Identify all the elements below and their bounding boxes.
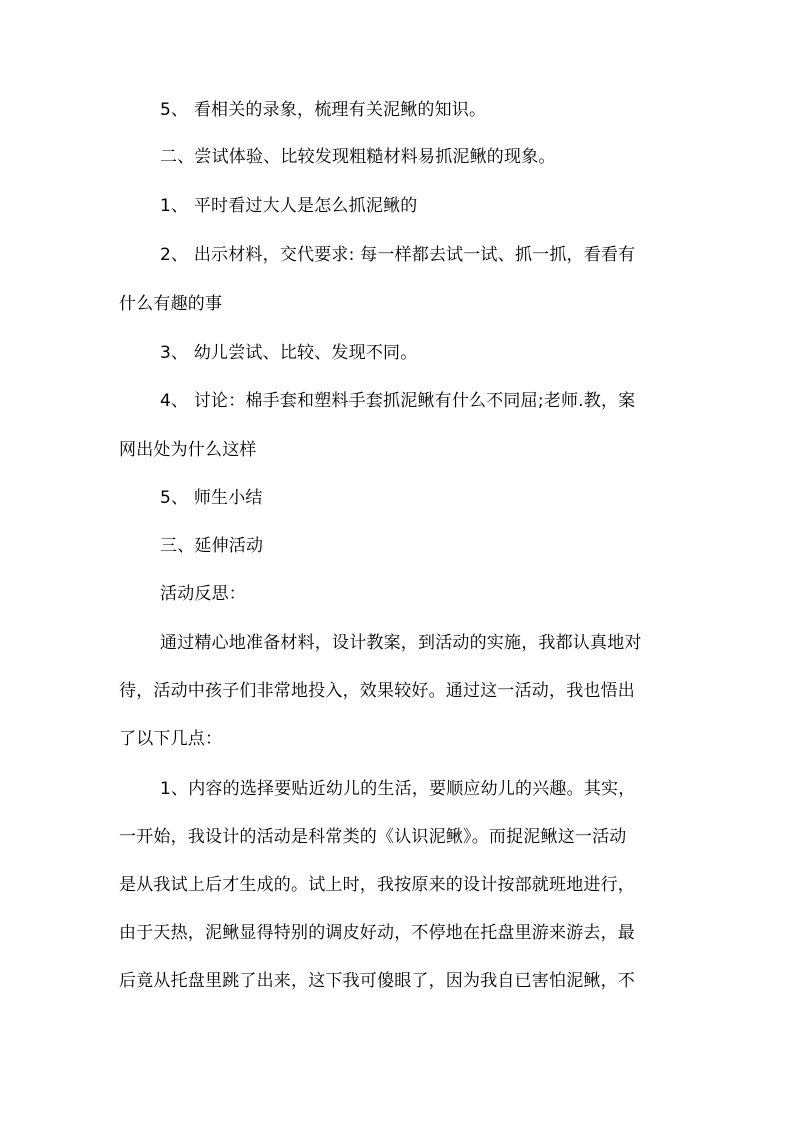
section-heading: 三、延伸活动 (160, 536, 264, 556)
text-line: 通过精心地准备材料，设计教案，到活动的实施，我都认真地对 (160, 633, 642, 653)
text-line: 由于天热，泥鳅显得特别的调皮好动，不停地在托盘里游来游去，最 (119, 923, 635, 943)
text-line: 二、尝试体验、比较发现粗糙材料易抓泥鳅的现象。 (160, 147, 556, 167)
text-line: 待，活动中孩子们非常地投入，效果较好。通过这一活动，我也悟出 (119, 681, 635, 701)
text-line: 2、 出示材料，交代要求: 每一样都去试一试、抓一抓，看看有 (160, 245, 636, 265)
text-line: 后竟从托盘里跳了出来，这下我可傻眼了，因为我自已害怕泥鳅，不 (119, 971, 635, 991)
text-line: 3、 幼儿尝试、比较、发现不同。 (160, 343, 418, 363)
text-line: 什么有趣的事 (119, 294, 223, 314)
section-heading: 活动反思： (160, 584, 246, 604)
text-line: 了以下几点： (119, 729, 223, 749)
text-line: 1、内容的选择要贴近幼儿的生活，要顺应幼儿的兴趣。其实， (160, 779, 636, 799)
text-line: 是从我试上后才生成的。试上时，我按原来的设计按部就班地进行， (119, 875, 635, 895)
text-line: 网出处为什么这样 (119, 440, 257, 460)
text-line: 一开始，我设计的活动是科常类的《认识泥鳅》。而捉泥鳅这一活动 (119, 827, 627, 847)
text-line: 5、 师生小结 (160, 488, 263, 508)
text-line: 5、 看相关的录象，梳理有关泥鳅的知识。 (160, 100, 487, 120)
text-line: 1、 平时看过大人是怎么抓泥鳅的 (160, 196, 418, 216)
text-line: 4、 讨论：棉手套和塑料手套抓泥鳅有什么不同屈;老师.教，案 (160, 391, 636, 411)
